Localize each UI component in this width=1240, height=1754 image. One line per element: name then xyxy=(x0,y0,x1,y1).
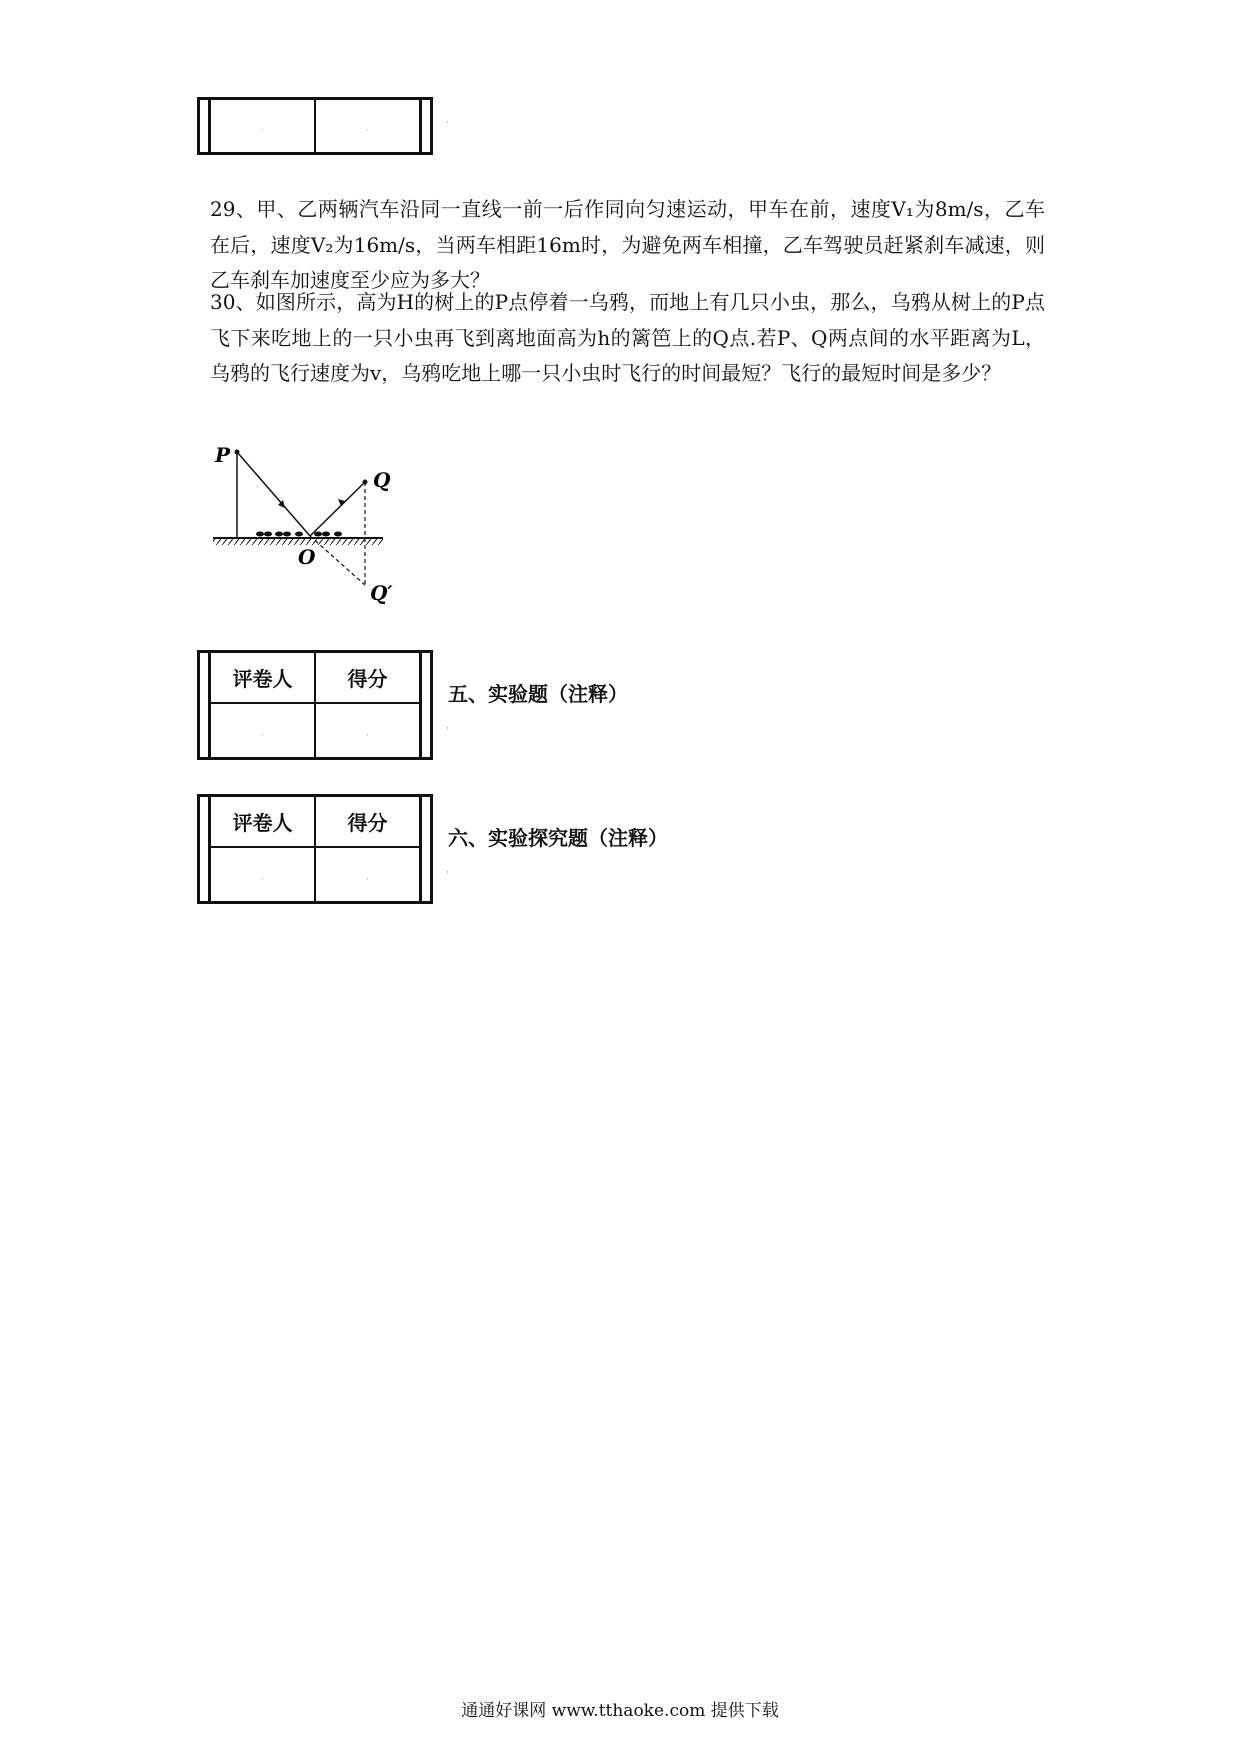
point-p xyxy=(235,450,240,455)
margin-dot: · xyxy=(446,868,449,878)
section-title-6: 六、实验探究题（注释） xyxy=(448,826,668,850)
label-q-prime: Q′ xyxy=(370,581,393,605)
label-p: P xyxy=(215,443,231,467)
grader-cell[interactable]: · xyxy=(211,703,315,757)
label-q: Q xyxy=(373,468,391,492)
question-29: 29、甲、乙两辆汽车沿同一直线一前一后作同向匀速运动，甲车在前，速度V₁为8m/s，乙车在后，速度V₂为16m/s，当两车相距16m时，为避免两车相撞，乙车驾驶员赶紧刹车减速，则乙车刹车加速度至少应为多大？ xyxy=(210,197,1045,292)
grader-cell[interactable]: · xyxy=(211,847,315,901)
page-footer: 通通好课网 www.tthaoke.com 提供下载 xyxy=(461,1701,779,1721)
score-cell[interactable]: · xyxy=(315,703,419,757)
score-box-section-6 xyxy=(197,794,433,904)
score-box-top xyxy=(197,97,433,155)
score-cell[interactable]: · xyxy=(315,847,419,901)
score-box-section-5 xyxy=(197,650,433,760)
path-p-to-o xyxy=(237,452,310,536)
score-cell-score[interactable]: · xyxy=(315,100,419,152)
grader-label: 评卷人 xyxy=(211,797,315,847)
section-title-5: 五、实验题（注释） xyxy=(448,682,628,706)
insects xyxy=(256,532,342,537)
margin-dot: · xyxy=(446,724,449,734)
score-label: 得分 xyxy=(315,797,419,847)
score-cell-grader[interactable]: · xyxy=(211,100,315,152)
label-o: O xyxy=(298,545,316,569)
path-o-to-q xyxy=(310,482,365,536)
margin-dot: · xyxy=(446,118,449,128)
grader-label: 评卷人 xyxy=(211,653,315,703)
question-30: 30、如图所示，高为H的树上的P点停着一乌鸦，而地上有几只小虫，那么，乌鸦从树上的P点飞下来吃地上的一只小虫再飞到离地面高为h的篱笆上的Q点.若P、Q两点间的水平距离为L，乌鸦的飞行速度为v，乌鸦吃地上哪一只小虫时飞行的时间最短？飞行的最短时间是多少？ xyxy=(210,290,1045,385)
point-q xyxy=(363,480,368,485)
score-label: 得分 xyxy=(315,653,419,703)
crow-path-diagram xyxy=(205,440,405,610)
